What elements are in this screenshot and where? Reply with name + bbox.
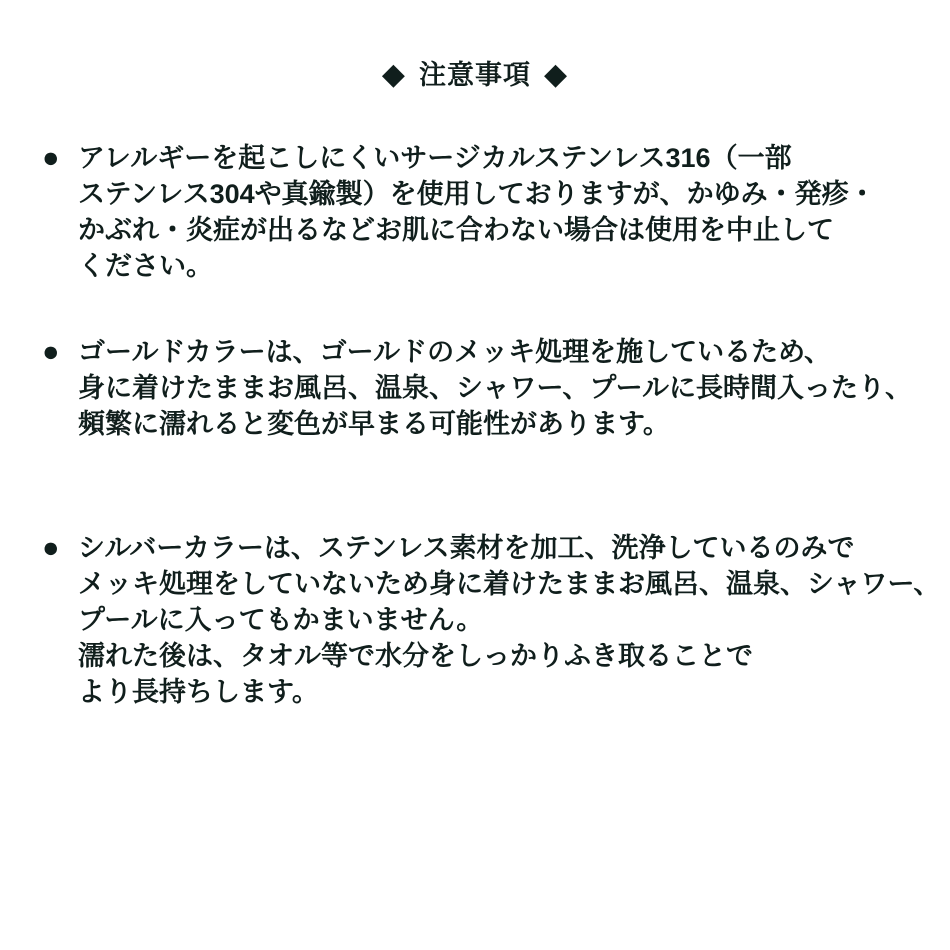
note-line: 頻繁に濡れると変色が早まる可能性があります。 <box>78 409 670 439</box>
note-text <box>78 140 876 284</box>
note-item-stainless-allergy <box>42 140 912 284</box>
note-line: プールに入ってもかまいません。 <box>78 605 484 635</box>
note-line: アレルギーを起こしにくいサージカルステンレス316（一部 <box>78 143 792 173</box>
bullet-circle-icon: ● <box>42 142 60 174</box>
note-line: ステンレス304や真鍮製）を使用しておりますが、かゆみ・発疹・ <box>78 179 876 209</box>
page-title-text: 注意事項 <box>419 60 531 90</box>
note-line: ください。 <box>78 251 213 281</box>
note-item-silver-care <box>42 530 941 710</box>
note-item-gold-plating <box>42 334 912 442</box>
diamond-icon: ◆ <box>381 58 406 91</box>
note-line: より長持ちします。 <box>78 677 319 707</box>
note-line: シルバーカラーは、ステンレス素材を加工、洗浄しているのみで <box>78 533 855 563</box>
note-line: メッキ処理をしていないため身に着けたままお風呂、温泉、シャワー、 <box>78 569 941 599</box>
bullet-circle-icon: ● <box>42 532 60 564</box>
note-line: 身に着けたままお風呂、温泉、シャワー、プールに長時間入ったり、 <box>78 373 913 403</box>
note-line: かぶれ・炎症が出るなどお肌に合わない場合は使用を中止して <box>78 215 834 245</box>
page-title <box>0 57 950 93</box>
diamond-icon: ◆ <box>544 58 569 91</box>
note-text <box>78 334 912 442</box>
bullet-circle-icon: ● <box>42 336 60 368</box>
note-line: 濡れた後は、タオル等で水分をしっかりふき取ることで <box>78 641 753 671</box>
notes-list <box>42 140 941 710</box>
note-text <box>78 530 940 710</box>
note-line: ゴールドカラーは、ゴールドのメッキ処理を施しているため、 <box>78 337 832 367</box>
